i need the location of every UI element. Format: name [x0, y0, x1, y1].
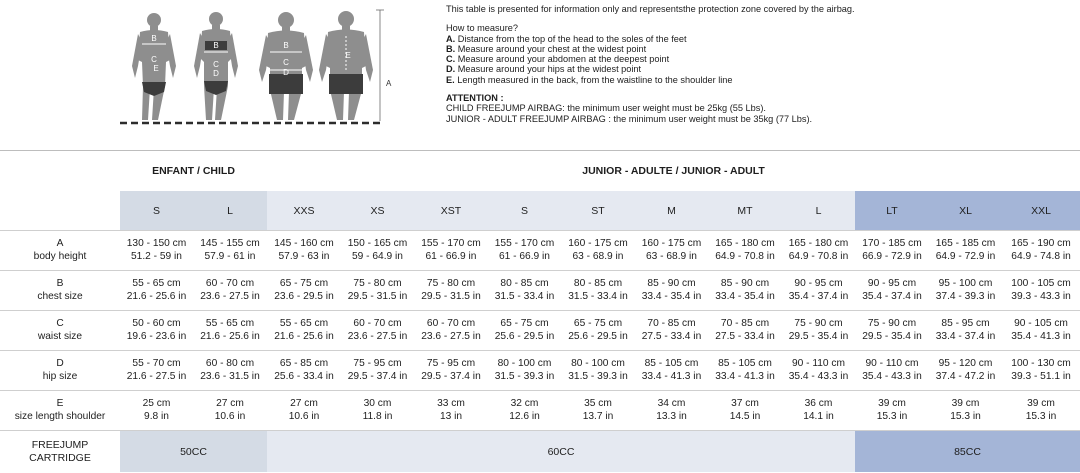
table-cell: 80 - 85 cm 31.5 - 33.4 in — [488, 271, 561, 311]
cartridge-50cc: 50CC — [120, 431, 267, 473]
measure-row-a — [0, 231, 1080, 271]
size-header-xs: XS — [341, 191, 414, 231]
table-cell: 80 - 100 cm 31.5 - 39.3 in — [561, 351, 635, 391]
size-header-xxl: XXL — [1002, 191, 1080, 231]
table-cell: 34 cm 13.3 in — [635, 391, 708, 431]
figure-label-c: C — [151, 55, 157, 64]
table-cell: 165 - 180 cm 64.9 - 70.8 in — [708, 231, 782, 271]
table-cell: 90 - 95 cm 35.4 - 37.4 in — [855, 271, 929, 311]
table-cell: 155 - 170 cm 61 - 66.9 in — [488, 231, 561, 271]
table-cell: 55 - 70 cm 21.6 - 27.5 in — [120, 351, 193, 391]
table-cell: 30 cm 11.8 in — [341, 391, 414, 431]
table-cell: 85 - 105 cm 33.4 - 41.3 in — [635, 351, 708, 391]
measure-line-d: D. Measure around your hips at the widest point — [446, 64, 642, 75]
table-cell: 85 - 105 cm 33.4 - 41.3 in — [708, 351, 782, 391]
intro-text: This table is presented for information only and representsthe protection zone covered by the airbag. — [446, 4, 855, 14]
measure-row-b — [0, 271, 1080, 311]
table-cell: 165 - 180 cm 64.9 - 70.8 in — [782, 231, 855, 271]
table-cell: 60 - 70 cm 23.6 - 27.5 in — [414, 311, 488, 351]
cartridge-row — [0, 431, 1080, 473]
size-header-xxs: XXS — [267, 191, 341, 231]
table-cell: 100 - 105 cm 39.3 - 43.3 in — [1002, 271, 1080, 311]
table-cell: 65 - 75 cm 25.6 - 29.5 in — [488, 311, 561, 351]
measure-line-b: B. Measure around your chest at the widest point — [446, 43, 647, 54]
table-cell: 85 - 95 cm 33.4 - 37.4 in — [929, 311, 1002, 351]
table-cell: 39 cm 15.3 in — [929, 391, 1002, 431]
measure-line-a: A. Distance from the top of the head to the soles of the feet — [446, 33, 687, 44]
row-label: C waist size — [0, 311, 120, 351]
measure-line-c: C. Measure around your abdomen at the deepest point — [446, 54, 670, 65]
measure-line-e: E. Length measured in the back, from the waistline to the shoulder line — [446, 74, 733, 85]
table-cell: 60 - 80 cm 23.6 - 31.5 in — [193, 351, 267, 391]
size-header-lt: LT — [855, 191, 929, 231]
table-cell: 25 cm 9.8 in — [120, 391, 193, 431]
figure-label-b: B — [283, 41, 289, 50]
figure-label-e: E — [153, 64, 159, 73]
table-cell: 160 - 175 cm 63 - 68.9 in — [561, 231, 635, 271]
group-header-child: ENFANT / CHILD — [152, 165, 235, 177]
table-cell: 165 - 185 cm 64.9 - 72.9 in — [929, 231, 1002, 271]
row-label: B chest size — [0, 271, 120, 311]
size-chart-table — [0, 150, 1080, 472]
table-cell: 100 - 130 cm 39.3 - 51.1 in — [1002, 351, 1080, 391]
table-cell: 75 - 90 cm 29.5 - 35.4 in — [782, 311, 855, 351]
figure-label-e: E — [345, 51, 351, 60]
measure-row-c — [0, 311, 1080, 351]
row-label: E size length shoulder — [0, 391, 120, 431]
cartridge-85cc: 85CC — [855, 431, 1080, 473]
size-header-st: ST — [561, 191, 635, 231]
table-cell: 70 - 85 cm 27.5 - 33.4 in — [635, 311, 708, 351]
table-cell: 70 - 85 cm 27.5 - 33.4 in — [708, 311, 782, 351]
figure-label-c: C — [213, 60, 219, 69]
attention-child: CHILD FREEJUMP AIRBAG: the minimum user weight must be 25kg (55 Lbs). — [446, 103, 766, 114]
table-cell: 90 - 110 cm 35.4 - 43.3 in — [855, 351, 929, 391]
table-cell: 95 - 120 cm 37.4 - 47.2 in — [929, 351, 1002, 391]
attention-junior-adult: JUNIOR - ADULT FREEJUMP AIRBAG : the minimum user weight must be 35kg (77 Lbs). — [446, 113, 813, 124]
table-cell: 80 - 100 cm 31.5 - 39.3 in — [488, 351, 561, 391]
body-figures-illustration — [118, 8, 408, 133]
size-header-l-adult: L — [782, 191, 855, 231]
table-cell: 37 cm 14.5 in — [708, 391, 782, 431]
size-header-s: S — [120, 191, 193, 231]
table-cell: 90 - 110 cm 35.4 - 43.3 in — [782, 351, 855, 391]
table-cell: 130 - 150 cm 51.2 - 59 in — [120, 231, 193, 271]
table-cell: 155 - 170 cm 61 - 66.9 in — [414, 231, 488, 271]
cartridge-60cc: 60CC — [267, 431, 855, 473]
figure-label-d: D — [213, 69, 219, 78]
table-cell: 90 - 95 cm 35.4 - 37.4 in — [782, 271, 855, 311]
height-marker-label: A — [386, 79, 392, 88]
table-cell: 33 cm 13 in — [414, 391, 488, 431]
table-cell: 170 - 185 cm 66.9 - 72.9 in — [855, 231, 929, 271]
size-header-xl: XL — [929, 191, 1002, 231]
how-to-measure-title: How to measure? — [446, 23, 519, 34]
table-cell: 75 - 80 cm 29.5 - 31.5 in — [414, 271, 488, 311]
size-header-mt: MT — [708, 191, 782, 231]
table-cell: 85 - 90 cm 33.4 - 35.4 in — [635, 271, 708, 311]
table-cell: 27 cm 10.6 in — [193, 391, 267, 431]
table-cell: 75 - 90 cm 29.5 - 35.4 in — [855, 311, 929, 351]
size-header-row — [0, 191, 1080, 231]
table-cell: 65 - 75 cm 25.6 - 29.5 in — [561, 311, 635, 351]
table-cell: 55 - 65 cm 21.6 - 25.6 in — [193, 311, 267, 351]
measure-row-e — [0, 391, 1080, 431]
row-label: A body height — [0, 231, 120, 271]
table-cell: 32 cm 12.6 in — [488, 391, 561, 431]
table-cell: 160 - 175 cm 63 - 68.9 in — [635, 231, 708, 271]
table-cell: 85 - 90 cm 33.4 - 35.4 in — [708, 271, 782, 311]
size-header-m: M — [635, 191, 708, 231]
table-cell: 60 - 70 cm 23.6 - 27.5 in — [193, 271, 267, 311]
size-header-s-adult: S — [488, 191, 561, 231]
figure-label-d: D — [283, 68, 289, 77]
row-label: D hip size — [0, 351, 120, 391]
table-cell: 145 - 155 cm 57.9 - 61 in — [193, 231, 267, 271]
table-cell: 165 - 190 cm 64.9 - 74.8 in — [1002, 231, 1080, 271]
table-cell: 75 - 95 cm 29.5 - 37.4 in — [341, 351, 414, 391]
table-cell: 50 - 60 cm 19.6 - 23.6 in — [120, 311, 193, 351]
table-cell: 35 cm 13.7 in — [561, 391, 635, 431]
measure-row-d — [0, 351, 1080, 391]
table-cell: 39 cm 15.3 in — [855, 391, 929, 431]
table-cell: 80 - 85 cm 31.5 - 33.4 in — [561, 271, 635, 311]
table-cell: 36 cm 14.1 in — [782, 391, 855, 431]
table-cell: 55 - 65 cm 21.6 - 25.6 in — [267, 311, 341, 351]
table-cell: 39 cm 15.3 in — [1002, 391, 1080, 431]
group-header-junior-adult: JUNIOR - ADULTE / JUNIOR - ADULT — [582, 165, 765, 177]
table-cell: 65 - 85 cm 25.6 - 33.4 in — [267, 351, 341, 391]
table-cell: 60 - 70 cm 23.6 - 27.5 in — [341, 311, 414, 351]
figure-label-b: B — [213, 41, 219, 50]
table-cell: 55 - 65 cm 21.6 - 25.6 in — [120, 271, 193, 311]
table-cell: 27 cm 10.6 in — [267, 391, 341, 431]
attention-title: ATTENTION : — [446, 93, 504, 104]
cartridge-label: FREEJUMP CARTRIDGE — [0, 431, 120, 473]
size-header-xst: XST — [414, 191, 488, 231]
table-cell: 75 - 95 cm 29.5 - 37.4 in — [414, 351, 488, 391]
measurement-notes — [446, 4, 1066, 124]
figure-label-b: B — [151, 34, 157, 43]
table-cell: 95 - 100 cm 37.4 - 39.3 in — [929, 271, 1002, 311]
table-cell: 65 - 75 cm 23.6 - 29.5 in — [267, 271, 341, 311]
table-cell: 90 - 105 cm 35.4 - 41.3 in — [1002, 311, 1080, 351]
size-header-l: L — [193, 191, 267, 231]
table-cell: 75 - 80 cm 29.5 - 31.5 in — [341, 271, 414, 311]
table-cell: 150 - 165 cm 59 - 64.9 in — [341, 231, 414, 271]
figure-label-c: C — [283, 58, 289, 67]
table-cell: 145 - 160 cm 57.9 - 63 in — [267, 231, 341, 271]
